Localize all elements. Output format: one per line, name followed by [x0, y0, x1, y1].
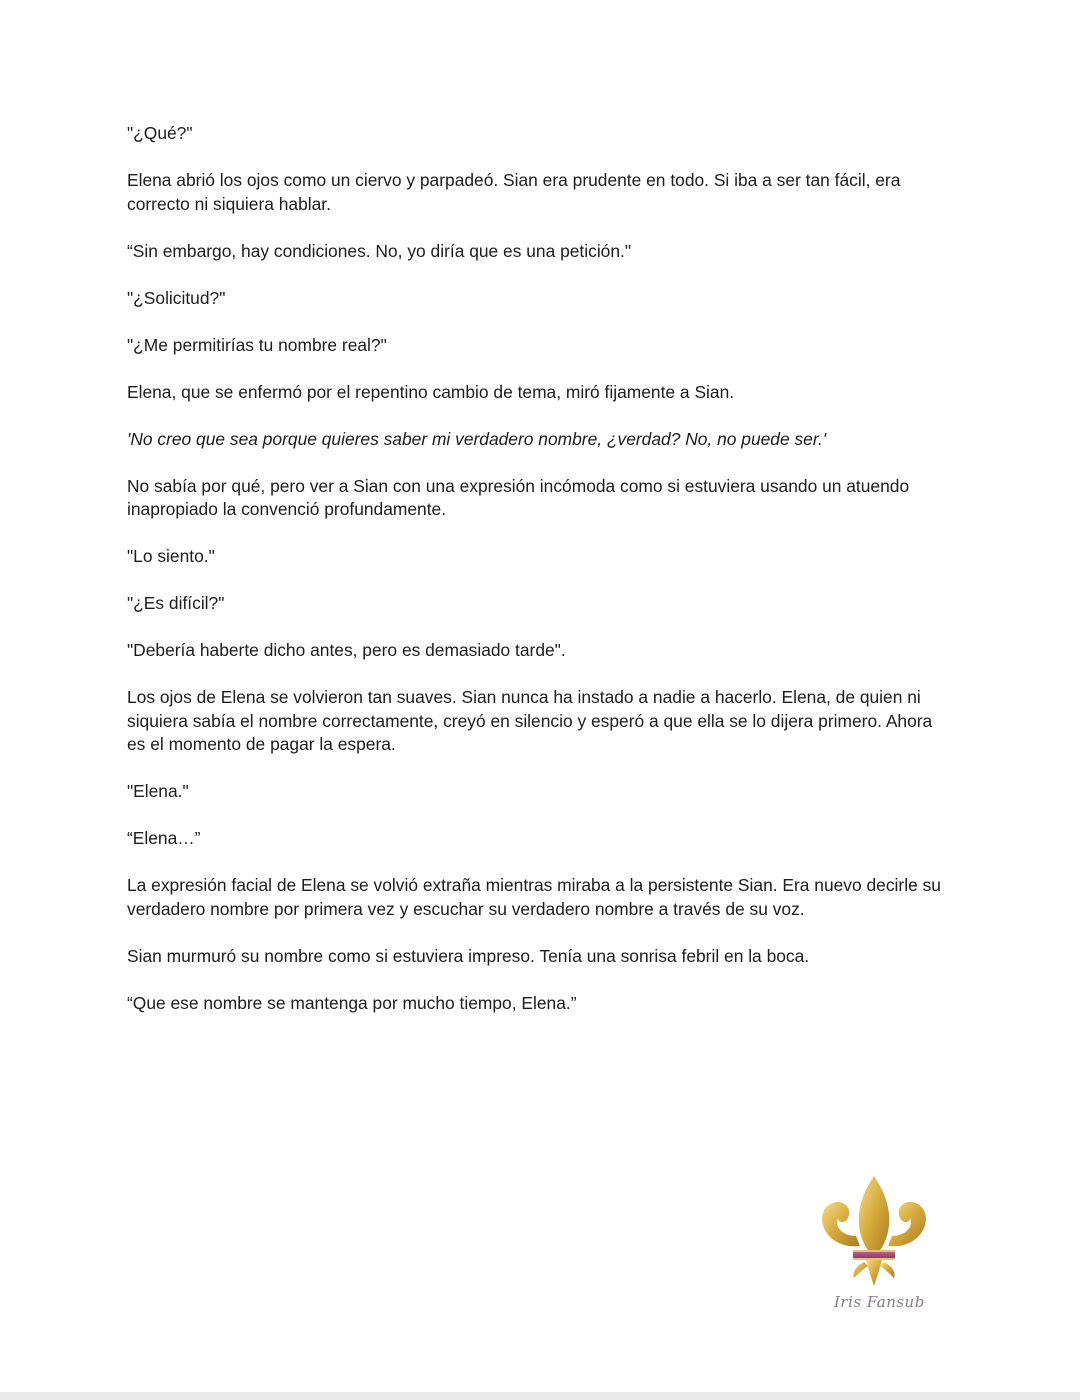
- paragraph: "¿Me permitirías tu nombre real?": [127, 334, 387, 355]
- paragraph: "Lo siento.": [127, 546, 215, 566]
- paragraph: La expresión facial de Elena se volvió extraña mientras miraba a la persistente Sian. Era nuevo decirle su verdadero nombre por primera vez y escuchar su verdadero nombre a través de su voz.: [127, 875, 941, 919]
- paragraph: "¿Es difícil?": [127, 593, 225, 613]
- paragraph: "Debería haberte dicho antes, pero es demasiado tarde".: [127, 640, 566, 660]
- paragraph: “Sin embargo, hay condiciones. No, yo diría que es una petición.": [127, 240, 632, 261]
- paragraph: Elena, que se enfermó por el repentino cambio de tema, miró fijamente a Sian.: [127, 381, 735, 402]
- document-body: [127, 122, 952, 1039]
- paragraph: "¿Qué?": [127, 123, 193, 143]
- paragraph: Los ojos de Elena se volvieron tan suaves. Sian nunca ha instado a nadie a hacerlo. Elena, de quien ni siquiera sabía el nombre correctamente, creyó en silencio y esperó a que ella se lo dijera primero. Ahora es el momento de pagar la espera.: [127, 687, 933, 754]
- paragraph: Sian murmuró su nombre como si estuviera impreso. Tenía una sonrisa febril en la boca.: [127, 945, 810, 966]
- fansub-signature: Iris Fansub: [834, 1293, 925, 1311]
- paragraph: Elena abrió los ojos como un ciervo y parpadeó. Sian era prudente en todo. Si iba a ser tan fácil, era correcto ni siquiera hablar.: [127, 170, 901, 214]
- page-bottom-edge: [0, 1392, 1080, 1400]
- paragraph: “Elena…”: [127, 828, 201, 848]
- paragraph: “Que ese nombre se mantenga por mucho tiempo, Elena.”: [127, 992, 577, 1013]
- paragraph: No sabía por qué, pero ver a Sian con una expresión incómoda como si estuviera usando un atuendo inapropiado la convenció profundamente.: [127, 475, 910, 519]
- paragraph: 'No creo que sea porque quieres saber mi verdadero nombre, ¿verdad? No, no puede ser.': [127, 428, 827, 449]
- paragraph: "Elena.": [127, 781, 189, 801]
- paragraph: "¿Solicitud?": [127, 287, 226, 308]
